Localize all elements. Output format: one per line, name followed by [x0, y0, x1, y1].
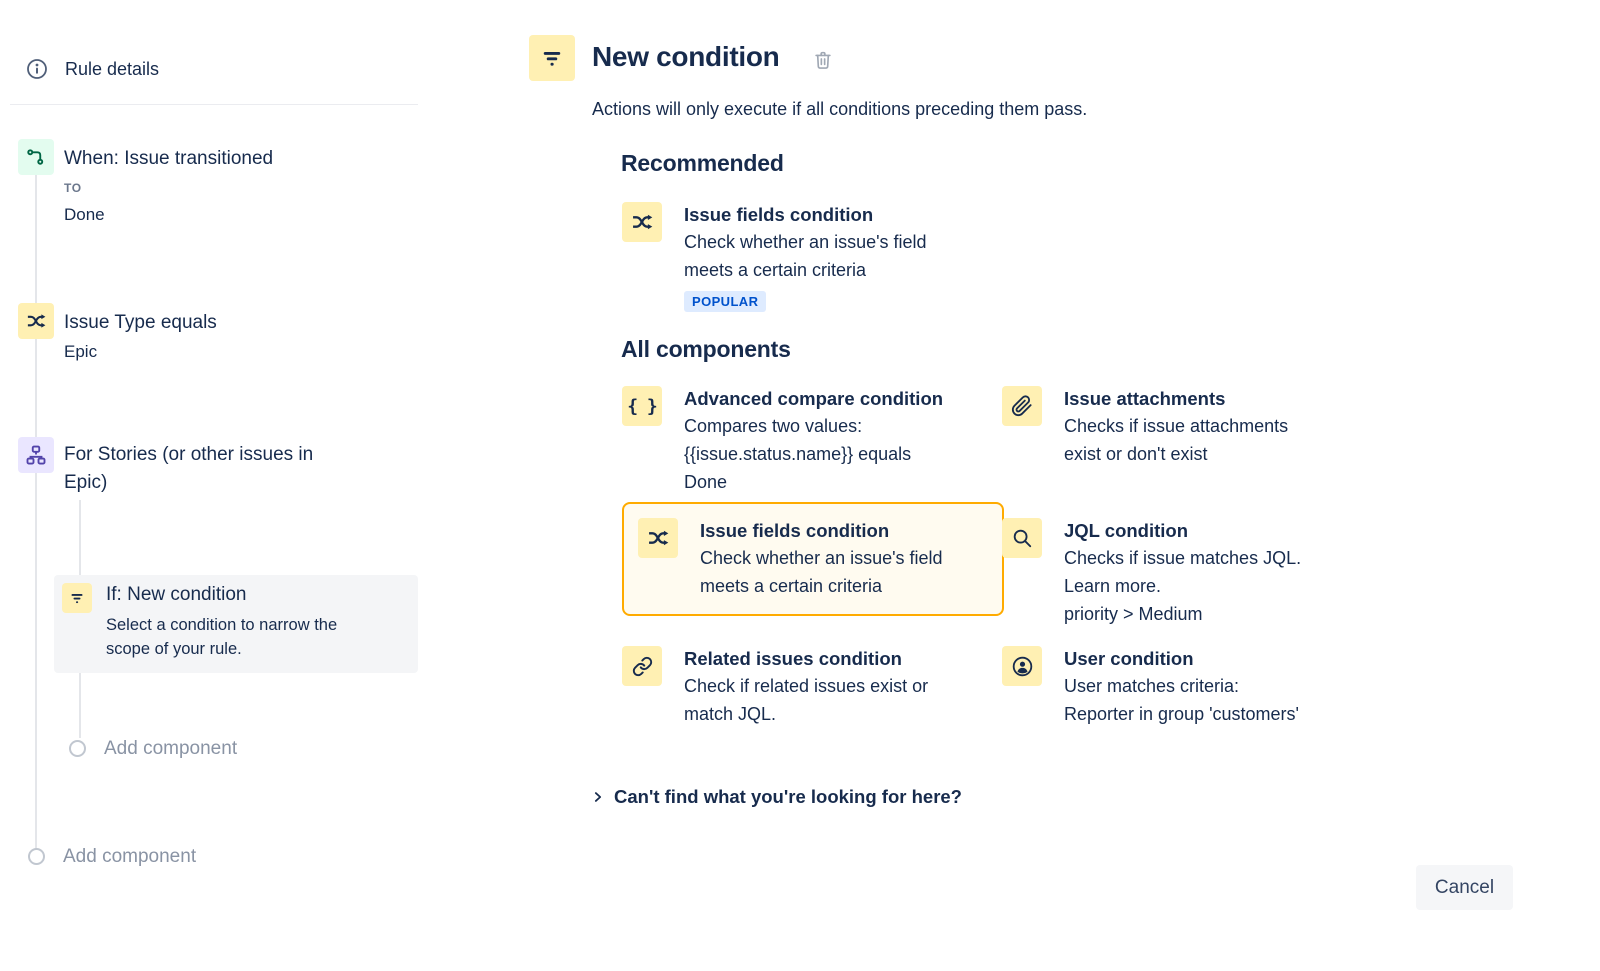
branch-title-line: For Stories (or other issues in	[64, 444, 314, 465]
card-description-line: Check if related issues exist or	[684, 676, 929, 696]
card-description-line: meets a certain criteria	[700, 576, 883, 596]
card-title: Related issues condition	[684, 648, 902, 669]
page-subtitle: Actions will only execute if all conditions preceding them pass.	[592, 99, 1088, 119]
if-condition-description: Select a condition to narrow the scope of your rule.	[106, 616, 338, 658]
card-description-line: Check whether an issue's field	[684, 232, 927, 252]
card-title: User condition	[1064, 648, 1194, 669]
delete-condition-button[interactable]	[810, 47, 836, 73]
page-title: New condition	[592, 41, 780, 72]
card-description-line: match JQL.	[684, 704, 777, 724]
transition-icon	[18, 139, 54, 175]
card-title: Issue fields condition	[700, 520, 890, 541]
component-card-issue-fields-selected[interactable]	[622, 502, 1004, 616]
search-icon	[1002, 518, 1042, 558]
card-description-line: Checks if issue attachments	[1064, 416, 1289, 436]
card-description-line: Reporter in group 'customers'	[1064, 704, 1299, 724]
cant-find-link-text: Can't find what you're looking for here?	[614, 786, 962, 807]
card-description-line: Compares two values:	[684, 416, 863, 436]
sidebar-item-branch[interactable]	[64, 441, 313, 497]
card-title: Advanced compare condition	[684, 388, 944, 409]
component-card-jql-condition[interactable]	[1002, 518, 1348, 628]
user-icon	[1002, 646, 1042, 686]
sidebar-item-condition[interactable]: Issue Type equals	[64, 312, 217, 333]
timeline-connector	[35, 158, 37, 858]
card-description-line: meets a certain criteria	[684, 260, 867, 280]
card-title: JQL condition	[1064, 520, 1189, 541]
component-card-related-issues[interactable]	[622, 646, 968, 728]
card-title: Issue fields condition	[684, 204, 874, 225]
card-description-line: Done	[684, 472, 728, 492]
all-components-heading: All components	[621, 336, 791, 362]
add-component-node-icon	[28, 848, 45, 865]
filter-icon	[62, 583, 92, 613]
add-component-nested-button[interactable]: Add component	[104, 738, 238, 759]
info-icon	[26, 58, 48, 80]
card-description-line: exist or don't exist	[1064, 444, 1208, 464]
hierarchy-icon	[18, 437, 54, 473]
card-description-line: {{issue.status.name}} equals	[684, 444, 912, 464]
trigger-field-label: TO	[64, 181, 82, 195]
card-description-line: priority > Medium	[1064, 604, 1203, 624]
branch-title-line: Epic)	[64, 472, 108, 493]
if-condition-title: If: New condition	[106, 584, 247, 605]
sidebar-item-trigger[interactable]: When: Issue transitioned	[64, 148, 274, 169]
component-card-recommended-issue-fields[interactable]	[622, 202, 968, 312]
shuffle-icon	[638, 518, 678, 558]
card-description-line: Checks if issue matches JQL.	[1064, 548, 1302, 568]
add-component-node-icon	[69, 740, 86, 757]
condition-value: Epic	[64, 342, 98, 361]
trigger-value: Done	[64, 205, 105, 224]
chevron-right-icon	[591, 790, 605, 804]
shuffle-icon	[622, 202, 662, 242]
card-description-line: User matches criteria:	[1064, 676, 1240, 696]
sidebar-item-rule-details[interactable]	[26, 58, 159, 80]
popular-badge: POPULAR	[684, 291, 766, 312]
rule-details-label: Rule details	[65, 58, 160, 79]
trash-icon	[812, 49, 834, 71]
recommended-heading: Recommended	[621, 150, 784, 176]
filter-icon	[529, 35, 575, 81]
component-card-advanced-compare[interactable]	[622, 386, 968, 496]
cant-find-link[interactable]	[591, 786, 962, 808]
learn-more-link[interactable]: Learn more.	[1064, 576, 1162, 596]
sidebar-item-if-condition[interactable]	[54, 575, 418, 673]
paperclip-icon	[1002, 386, 1042, 426]
link-icon	[622, 646, 662, 686]
add-component-root-button[interactable]: Add component	[63, 846, 197, 867]
braces-icon: { }	[622, 386, 662, 426]
sidebar-divider	[10, 104, 418, 105]
shuffle-icon	[18, 303, 54, 339]
card-description-line: Check whether an issue's field	[700, 548, 943, 568]
component-card-issue-attachments[interactable]	[1002, 386, 1348, 468]
card-title: Issue attachments	[1064, 388, 1226, 409]
component-card-user-condition[interactable]	[1002, 646, 1348, 728]
cancel-button[interactable]: Cancel	[1416, 865, 1513, 910]
